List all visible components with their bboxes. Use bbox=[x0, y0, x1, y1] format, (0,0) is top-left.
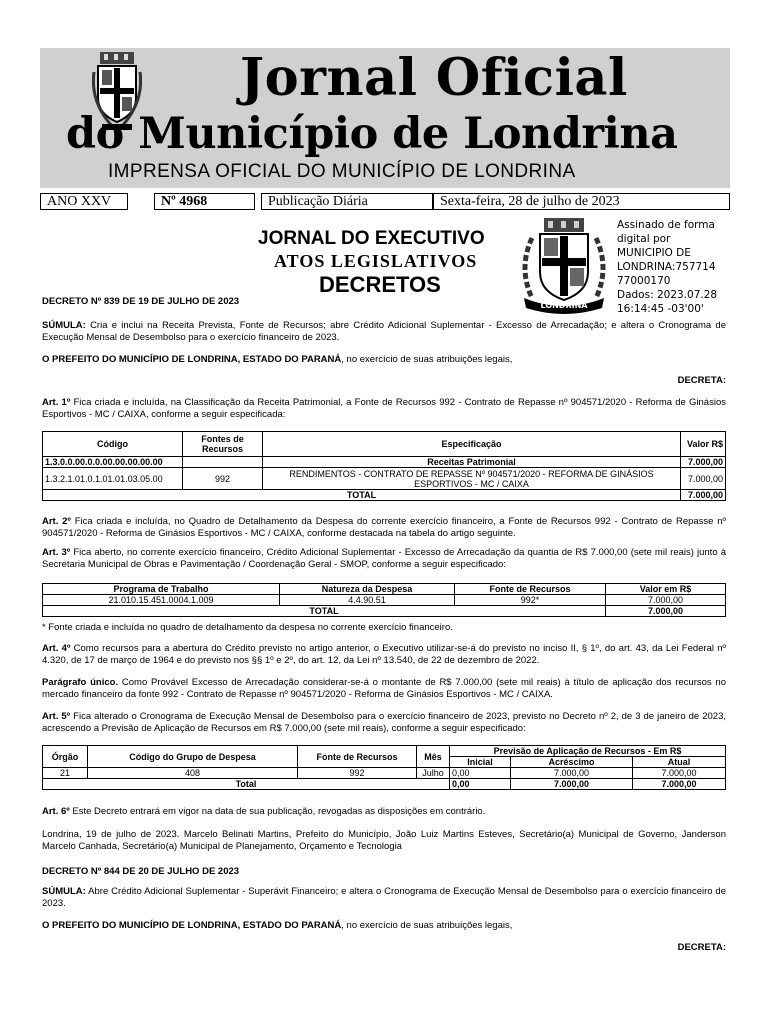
table-cell: 0,00 bbox=[450, 768, 511, 779]
article-4 bbox=[42, 643, 726, 667]
signature-line: Dados: 2023.07.28 bbox=[617, 289, 718, 301]
masthead-title: Jornal Oficial bbox=[240, 48, 628, 108]
table-cell: 4.4.90.51 bbox=[280, 595, 455, 606]
table-cell: 992 bbox=[298, 768, 417, 779]
masthead-title-line2: do Município de Londrina bbox=[66, 109, 678, 159]
budget-table bbox=[42, 583, 726, 617]
table-total-label: Total bbox=[43, 779, 450, 790]
table-total-value: 7.000,00 bbox=[633, 779, 726, 790]
table-cell: 21 bbox=[43, 768, 88, 779]
prefeito-rest: , no exercício de suas atribuições legais, bbox=[341, 920, 513, 931]
table-subheader: Inicial bbox=[450, 757, 511, 768]
table-total-row bbox=[43, 606, 726, 617]
signature-line: Assinado de forma bbox=[617, 219, 715, 231]
prefeito-clause bbox=[42, 920, 726, 932]
article-label: Art. 5º bbox=[42, 711, 71, 722]
article-text: Este Decreto entrará em vigor na data de sua publicação, revogadas as disposições em contrário. bbox=[69, 806, 486, 817]
schedule-table bbox=[42, 745, 726, 790]
table-row bbox=[43, 468, 726, 490]
table-total-row bbox=[43, 490, 726, 501]
table-cell: 1.3.0.0.00.0.0.00.00.00.00.00 bbox=[43, 457, 183, 468]
table-total-label: TOTAL bbox=[43, 606, 606, 617]
publication-type: Publicação Diária bbox=[261, 193, 433, 210]
table-cell: Julho bbox=[417, 768, 450, 779]
decree-title: DECRETO Nº 839 DE 19 DE JULHO DE 2023 bbox=[42, 296, 240, 307]
signature-line: 16:14:45 -03'00' bbox=[617, 303, 704, 315]
table-group-header: Previsão de Aplicação de Recursos - Em R$ bbox=[450, 746, 726, 757]
table-header: Código do Grupo de Despesa bbox=[88, 746, 298, 768]
masthead-subtitle: IMPRENSA OFICIAL DO MUNICÍPIO DE LONDRINA bbox=[108, 161, 576, 182]
closing-signatories: Londrina, 19 de julho de 2023. Marcelo Belinati Martins, Prefeito do Município, João Luiz Martins Esteves, Secretário(a) Municipal de Governo, Janderson Marcelo Canhada, Secretário(a) Municipal de Planejamento, Orçamento e Tecnologia bbox=[42, 829, 726, 852]
table-cell: 1.3.2.1.01.0.1.01.01.03.05.00 bbox=[43, 468, 183, 490]
decree-sumula bbox=[42, 886, 726, 910]
article-3 bbox=[42, 547, 726, 571]
table-header: Valor em R$ bbox=[606, 584, 726, 595]
table-cell: 7.000,00 bbox=[606, 595, 726, 606]
table-cell: 7.000,00 bbox=[681, 468, 726, 490]
table-cell bbox=[183, 457, 263, 468]
article-6 bbox=[42, 806, 726, 818]
table-total-value: 0,00 bbox=[450, 779, 511, 790]
issue-info-bar bbox=[40, 193, 730, 210]
table-header: Mês bbox=[417, 746, 450, 768]
article-text: Fica aberto, no corrente exercício financeiro, Crédito Adicional Suplementar - Excesso de Arrecadação da quantia de R$ 7.000,00 (sete mil reais) junto à Secretaria Municipal de Obras e Pavimentação / Coordenação Geral - SMOP, conforme a seguir especificado: bbox=[42, 547, 726, 570]
section-title-executivo: JORNAL DO EXECUTIVO bbox=[258, 228, 485, 249]
table-cell: 7.000,00 bbox=[681, 457, 726, 468]
table-row bbox=[43, 768, 726, 779]
table-cell: 7.000,00 bbox=[633, 768, 726, 779]
signature-line: LONDRINA:757714 bbox=[617, 261, 716, 273]
prefeito-rest: , no exercício de suas atribuições legais, bbox=[341, 354, 513, 365]
paragrafo-label: Parágrafo único. bbox=[42, 677, 119, 688]
revenue-table bbox=[42, 431, 726, 501]
article-5 bbox=[42, 711, 726, 735]
article-text: Como recursos para a abertura do Crédito previsto no artigo anterior, o Executivo utilizar-se-á do previsto no inciso II, § 1º, do art. 43, da Lei Federal nº 4.320, de 17 de março de 1964 e do previsto nos §§ 1º e 2º, do art. 12, da Lei nº 13.540, de 22 de dezembro de 2022. bbox=[42, 643, 726, 666]
signature-line: digital por bbox=[617, 233, 671, 245]
sumula-label: SÚMULA: bbox=[42, 886, 86, 897]
table-cell: 992* bbox=[455, 595, 606, 606]
table-header: Órgão bbox=[43, 746, 88, 768]
footnote: * Fonte criada e incluída no quadro de detalhamento da despesa no corrente exercício financeiro. bbox=[42, 622, 453, 633]
article-label: Art. 6º bbox=[42, 806, 70, 817]
article-text: Fica criada e incluída, na Classificação da Receita Patrimonial, a Fonte de Recursos 992 - Contrato de Repasse nº 904571/2020 - Reforma de Ginásios Esportivos - MC / CAIXA, conforme a seguir especificada: bbox=[42, 397, 726, 420]
article-text: Fica alterado o Cronograma de Execução Mensal de Desembolso para o exercício financeiro de 2023, previsto no Decreto nº 2, de 3 de janeiro de 2023, acrescendo a Previsão de Aplicação de Recursos em R$ 7.000,00 (sete mil reais), conforme a seguir especificado: bbox=[42, 711, 726, 734]
section-title-decretos: DECRETOS bbox=[319, 272, 441, 297]
article-label: Art. 2º bbox=[42, 516, 71, 527]
sumula-text: Cria e inclui na Receita Prevista, Fonte de Recursos; abre Crédito Adicional Suplementar - Excesso de Arrecadação; e altera o Cronograma de Execução Mensal de Desembolso para o exercício financeiro de 2023. bbox=[42, 320, 726, 343]
table-total-value: 7.000,00 bbox=[511, 779, 633, 790]
paragrafo-unico bbox=[42, 677, 726, 701]
table-header: Programa de Trabalho bbox=[43, 584, 280, 595]
sumula-text: Abre Crédito Adicional Suplementar - Superávit Financeiro; e altera o Cronograma de Execução Mensal de Desembolso para o exercício financeiro de 2023. bbox=[42, 886, 726, 909]
article-text: Fica criada e incluída, no Quadro de Detalhamento da Despesa do corrente exercício financeiro, a Fonte de Recursos 992 - Contrato de Repasse nº 904571/2020 - Reforma de Ginásios Esportivos - MC / CAIXA, conforme destacada na tabela do artigo seguinte. bbox=[42, 516, 726, 539]
prefeito-clause bbox=[42, 354, 726, 366]
table-total-label: TOTAL bbox=[43, 490, 681, 501]
prefeito-title: O PREFEITO DO MUNICÍPIO DE LONDRINA, ESTADO DO PARANÁ bbox=[42, 354, 342, 365]
table-cell: 21.010.15.451.0004.1.009 bbox=[43, 595, 280, 606]
table-row bbox=[43, 457, 726, 468]
article-1 bbox=[42, 397, 726, 421]
article-label: Art. 1º bbox=[42, 397, 71, 408]
coat-banner-label: LONDRINA bbox=[540, 301, 588, 310]
masthead bbox=[40, 48, 730, 188]
paragrafo-text: Como Provável Excesso de Arrecadação considerar-se-á o montante de R$ 7.000,00 (sete mil reais) à título de aplicação dos recursos no mercado financeiro da fonte 992 - Contrato de Repasse nº 904571/2020 - Reforma de Ginásios Esportivos - MC / CAIXA. bbox=[42, 677, 727, 700]
signature-line: 77000170 bbox=[617, 275, 671, 287]
table-header: Fonte de Recursos bbox=[455, 584, 606, 595]
table-header: Fontes de Recursos bbox=[183, 432, 263, 457]
section-title-atos: ATOS LEGISLATIVOS bbox=[274, 251, 478, 271]
article-label: Art. 4º bbox=[42, 643, 71, 654]
article-label: Art. 3º bbox=[42, 547, 71, 558]
table-cell: 408 bbox=[88, 768, 298, 779]
decreta: DECRETA: bbox=[677, 375, 726, 386]
table-header: Especificação bbox=[263, 432, 681, 457]
table-total-row bbox=[43, 779, 726, 790]
table-header: Natureza da Despesa bbox=[280, 584, 455, 595]
table-row bbox=[43, 595, 726, 606]
table-cell: RENDIMENTOS - CONTRATO DE REPASSE Nº 904571/2020 - REFORMA DE GINÁSIOS ESPORTIVOS - MC / CAIXA bbox=[263, 468, 681, 490]
issue-number: Nº 4968 bbox=[154, 193, 255, 210]
table-header: Código bbox=[43, 432, 183, 457]
prefeito-title: O PREFEITO DO MUNICÍPIO DE LONDRINA, ESTADO DO PARANÁ bbox=[42, 920, 342, 931]
table-total-value: 7.000,00 bbox=[606, 606, 726, 617]
issue-year: ANO XXV bbox=[40, 193, 128, 210]
table-cell: 7.000,00 bbox=[511, 768, 633, 779]
issue-date: Sexta-feira, 28 de julho de 2023 bbox=[433, 193, 730, 210]
table-header: Fonte de Recursos bbox=[298, 746, 417, 768]
decreta: DECRETA: bbox=[677, 942, 726, 953]
decree-sumula bbox=[42, 320, 726, 344]
article-2 bbox=[42, 516, 726, 540]
signature-line: MUNICIPIO DE bbox=[617, 247, 691, 259]
table-cell: 992 bbox=[183, 468, 263, 490]
table-subheader: Acréscimo bbox=[511, 757, 633, 768]
table-cell: Receitas Patrimonial bbox=[263, 457, 681, 468]
sumula-label: SÚMULA: bbox=[42, 320, 86, 331]
decree-title: DECRETO Nº 844 DE 20 DE JULHO DE 2023 bbox=[42, 866, 240, 877]
table-total-value: 7.000,00 bbox=[681, 490, 726, 501]
table-subheader: Atual bbox=[633, 757, 726, 768]
table-header: Valor R$ bbox=[681, 432, 726, 457]
